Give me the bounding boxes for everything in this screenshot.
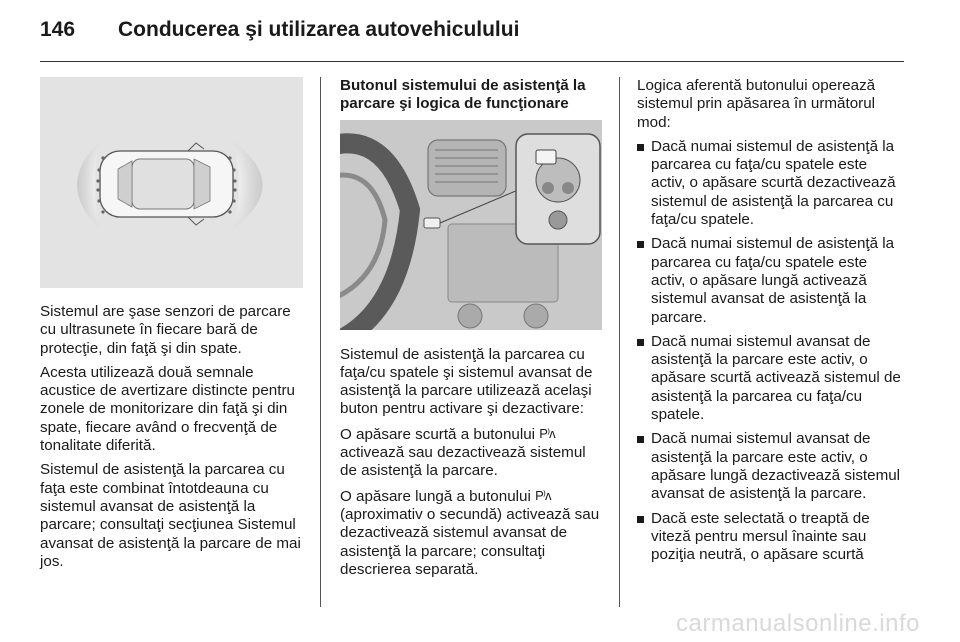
column-2 [340, 77, 606, 585]
mirror-left [188, 143, 204, 151]
park-assist-icon: P⁾ᴧ [535, 487, 551, 503]
col2-paragraph-3: O apăsare lungă a butonului P⁾ᴧ (aproximativ o secundă) activează sau dezactivează sistemul avansat de asistenţă la parcare; consultaţi descrierea separată. [340, 487, 600, 578]
front-sensor-zone [233, 141, 263, 229]
page-title: Conducerea şi utilizarea autovehiculului [118, 18, 520, 41]
parking-sensors-figure [40, 77, 303, 288]
air-vent [428, 140, 506, 196]
watermark: carmanualsonline.info [676, 610, 920, 637]
list-item: Dacă numai sistemul de asistenţă la parcarea cu faţa/cu spatele este activ, o apăsare scurtă dezactivează sistemul de asistenţă la parcarea cu faţa/cu spatele. [637, 138, 905, 229]
car-roof [132, 159, 194, 209]
logic-list [637, 138, 905, 565]
col1-paragraph-2: Acesta utilizează două semnale acustice de avertizare distincte pentru zonele de monitorizare din faţă şi din spate, fiecare având o frecvenţă de tonalitate diferită. [40, 363, 295, 455]
dashboard-button-figure [340, 120, 602, 330]
mirror-right [188, 217, 204, 225]
list-item: Dacă numai sistemul de asistenţă la parcarea cu faţa/cu spatele este activ, o apăsare lungă activează sistemul avansat de asistenţă la parcare. [637, 235, 905, 326]
list-item: Dacă numai sistemul avansat de asistenţă la parcare este activ, o apăsare lungă dezactivează sistemul avansat de asistenţă la parcare. [637, 430, 905, 503]
rear-sensor-zone [77, 141, 100, 229]
dashboard-illustration [340, 120, 602, 330]
col3-intro: Logica aferentă butonului operează sistemul prin apăsarea în următorul mod: [637, 77, 876, 131]
column-divider-1 [320, 77, 321, 607]
parking-sensor-car-illustration [40, 77, 303, 288]
windscreen [194, 159, 210, 209]
park-assist-icon: P⁾ᴧ [539, 425, 555, 441]
park-assist-button [424, 218, 440, 228]
col2-paragraph-2: O apăsare scurtă a butonului P⁾ᴧ activează sau dezactivează sistemul de asistenţă la parcare. [340, 425, 586, 480]
section-heading: Butonul sistemului de asistenţă la parcare şi logica de funcţionare [340, 77, 586, 113]
col1-paragraph-1: Sistemul are şase senzori de parcare cu ultrasunete în fiecare bară de protecţie, din faţă şi din spate. [40, 303, 291, 357]
column-divider-2 [619, 77, 620, 607]
page-header [40, 18, 519, 42]
column-3 [637, 77, 905, 570]
rear-window [118, 161, 132, 207]
list-item: Dacă numai sistemul avansat de asistenţă la parcare este activ, o apăsare scurtă activează sistemul de asistenţă la parcarea cu faţa/cu spatele. [637, 333, 905, 424]
list-item: Dacă este selectată o treaptă de viteză pentru mersul înainte sau poziţia neutră, o apăsare scurtă [637, 510, 905, 565]
col2-paragraph-1: Sistemul de asistenţă la parcarea cu faţa/cu spatele şi sistemul avansat de asistenţă la parcare utilizează acelaşi buton pentru activare şi dezactivare: [340, 345, 593, 418]
park-assist-button-zoomed [536, 150, 556, 164]
column-1 [40, 77, 306, 577]
col1-paragraph-3: Sistemul de asistenţă la parcarea cu faţa este combinat întotdeauna cu sistemul avansat de asistenţă la parcare; consultaţi secţiunea Sistemul avansat de asistenţă la parcare de mai jos. [40, 461, 301, 570]
page-number: 146 [40, 18, 76, 41]
header-rule [40, 61, 904, 62]
